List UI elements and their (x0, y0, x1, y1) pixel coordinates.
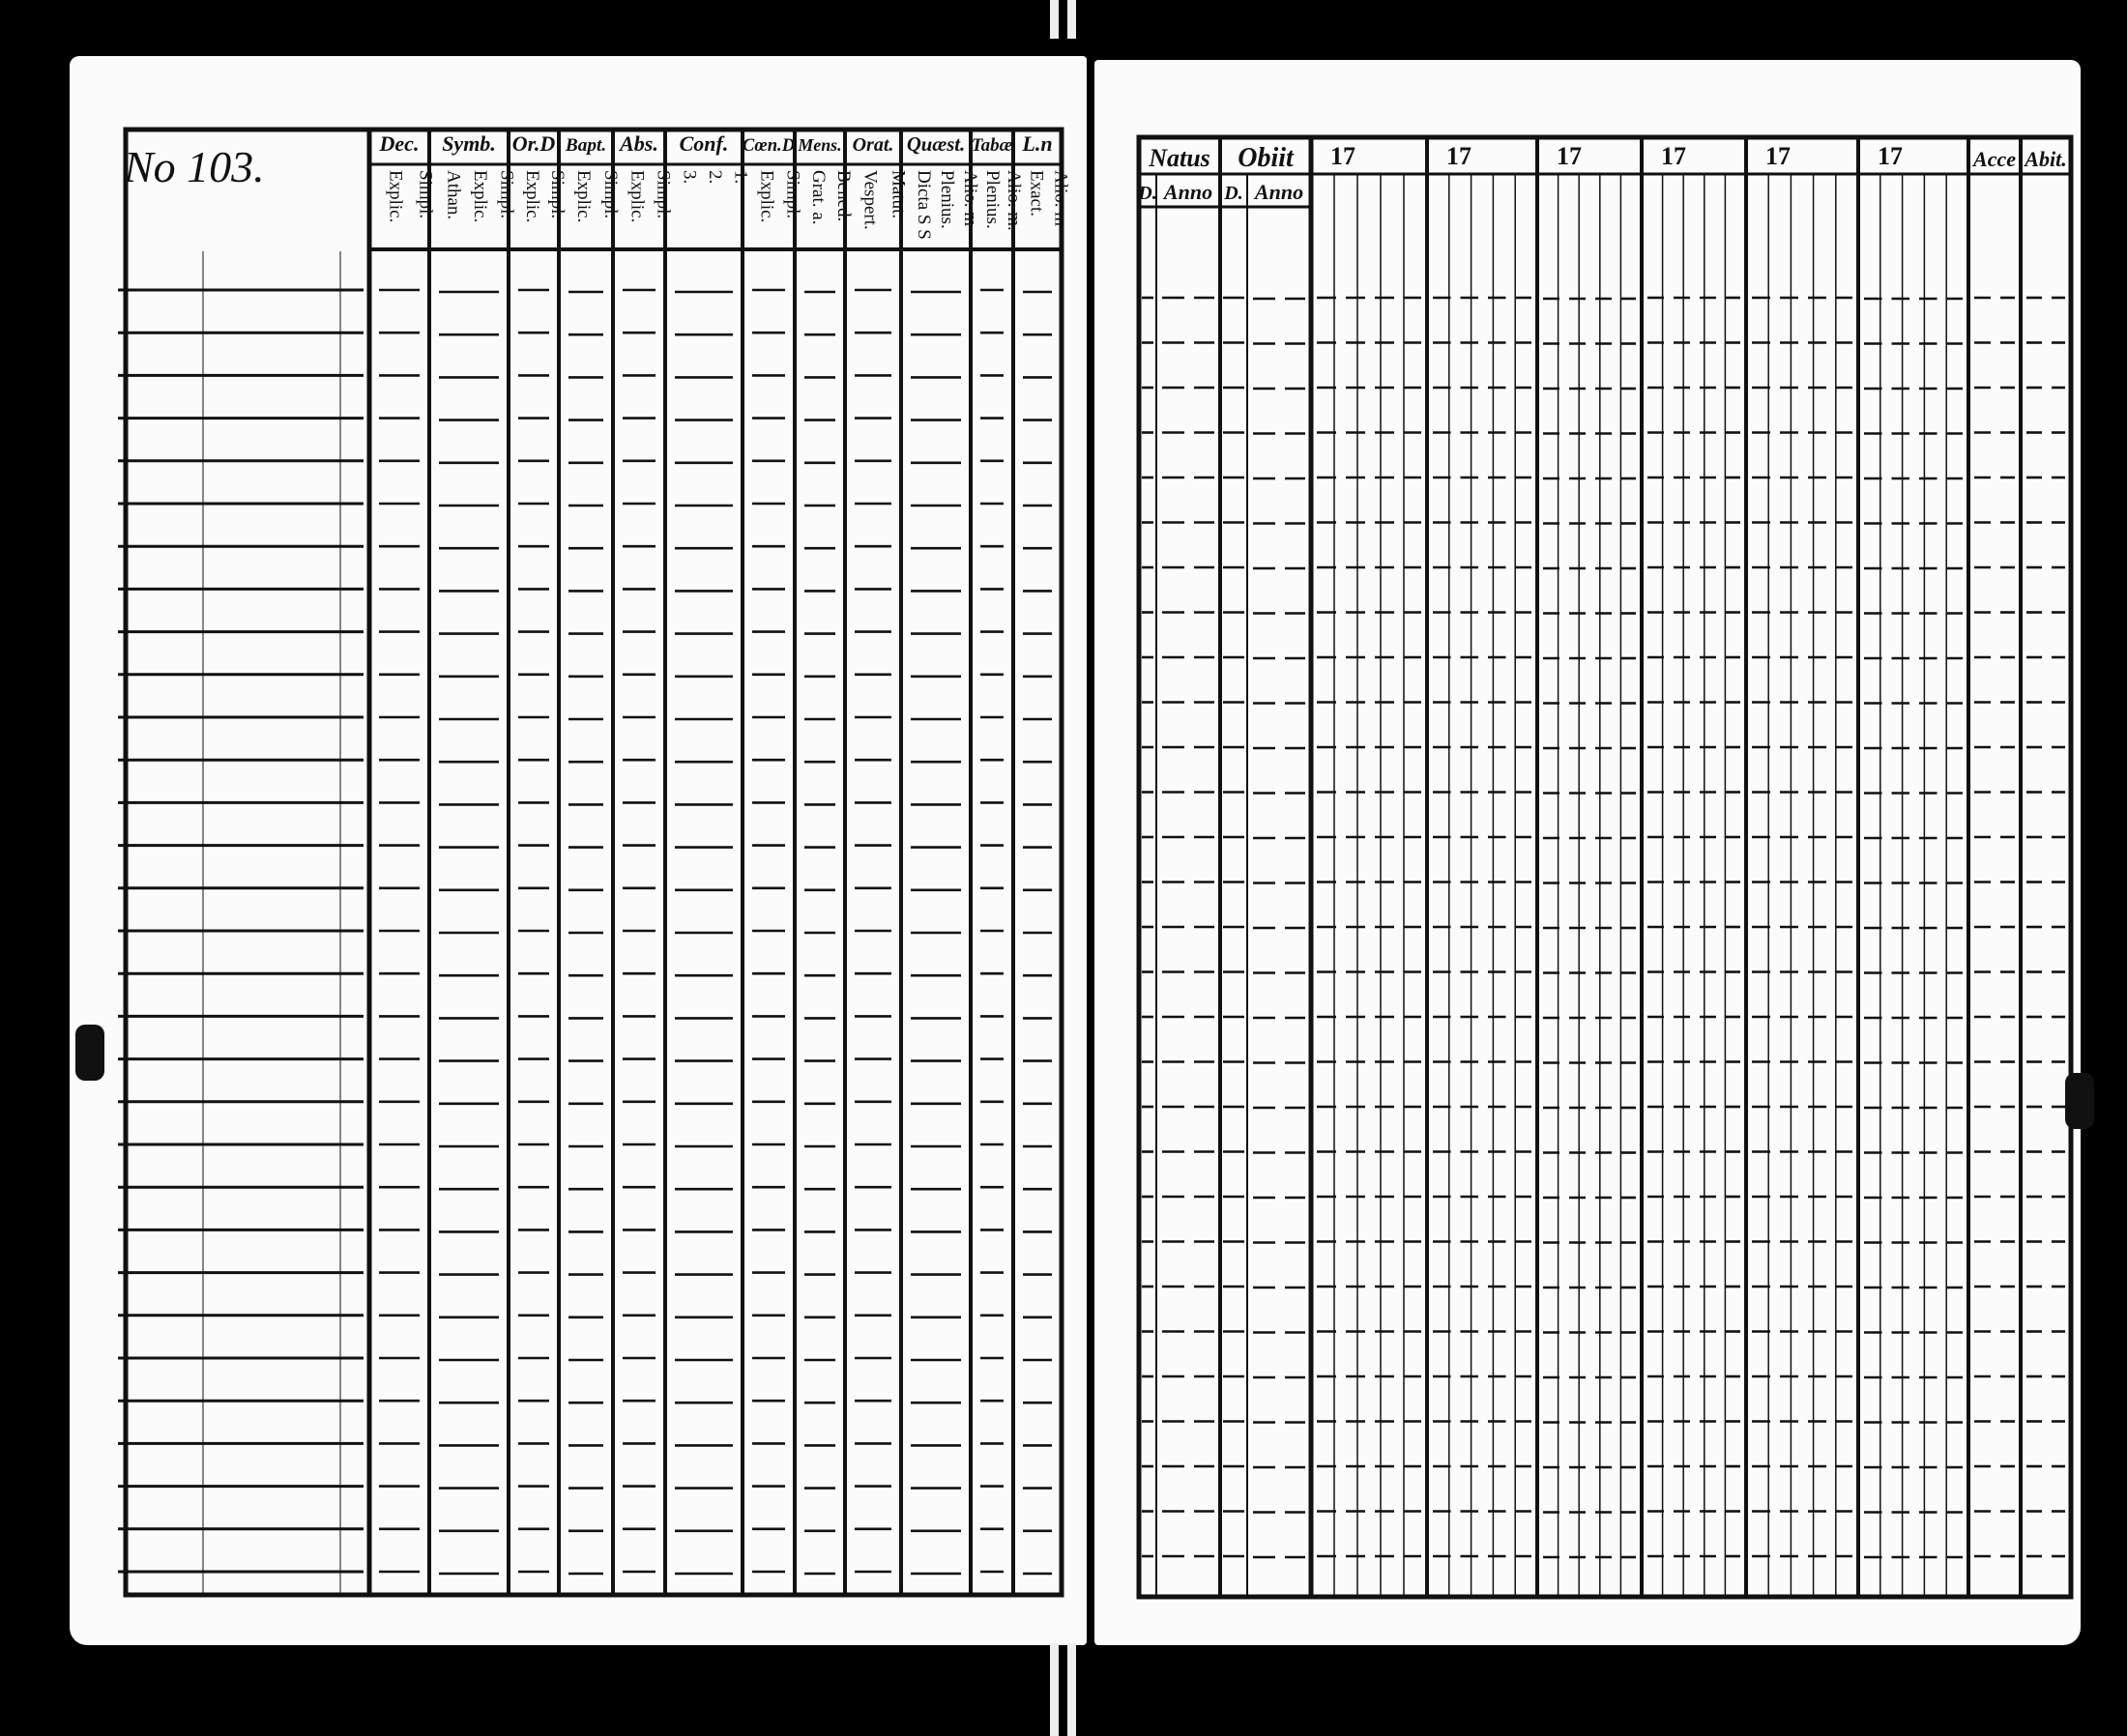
year-column-header: 17 (1330, 142, 1355, 170)
right-register-grid (1139, 137, 2071, 1597)
document-number: No 103. (124, 142, 265, 191)
abiit-header: Abit. (2025, 147, 2067, 171)
left-col-subheader: Alio. m (960, 170, 980, 227)
left-col-subheader: Matut. (888, 170, 909, 219)
left-col-header: Or.D (511, 131, 556, 156)
left-col-subheader: Explic. (470, 170, 490, 223)
left-col-header: Orat. (852, 134, 894, 156)
left-col-subheader: Athan. (443, 170, 464, 220)
year-column-header: 17 (1765, 142, 1791, 170)
natus-year-label: Anno (1163, 180, 1213, 204)
year-column-header: 17 (1878, 142, 1903, 170)
left-col-subheader: Exact. (1026, 170, 1047, 217)
left-col-header: Abs. (620, 131, 658, 156)
left-col-subheader: Alio. m (1050, 170, 1071, 227)
left-col-subheader: Alio. m. (1004, 170, 1024, 231)
left-col-header: Tabæ (971, 135, 1013, 156)
left-col-header: Conf. (679, 131, 729, 156)
year-column-header: 17 (1446, 142, 1471, 170)
natus-header: Natus (1149, 144, 1210, 172)
left-col-subheader: Bened. (833, 170, 854, 222)
left-col-subheader: Dicta S S (914, 170, 934, 240)
left-col-subheader: Simpl. (415, 170, 436, 219)
left-col-subheader: Plenius. (982, 170, 1003, 229)
left-col-subheader: Grat. a. (808, 170, 829, 225)
left-col-subheader: Explic. (573, 170, 594, 223)
left-register-grid (118, 130, 1062, 1595)
left-col-header: Mens. (798, 135, 842, 155)
left-col-header: L.n (1022, 131, 1053, 156)
left-frame (126, 130, 1062, 1595)
obiit-header: Obiit (1238, 143, 1294, 173)
left-col-subheader: Explic. (385, 170, 406, 223)
left-col-header: Dec. (379, 131, 420, 156)
left-col-subheader: 2. (705, 170, 725, 185)
year-column-header: 17 (1661, 142, 1686, 170)
left-column-headers (379, 131, 1071, 240)
year-column-header: 17 (1557, 142, 1582, 170)
left-col-subheader: Plenius. (937, 170, 957, 229)
accessit-header: Acce (1973, 147, 2016, 171)
left-col-subheader: 1. (730, 170, 751, 185)
left-col-subheader: 3. (679, 170, 700, 185)
left-col-subheader: Vespert. (860, 170, 881, 230)
left-col-header: Symb. (442, 131, 496, 156)
left-col-header: Cœn.D (742, 135, 796, 156)
obiit-year-label: Anno (1254, 180, 1304, 204)
left-col-subheader: Simpl. (653, 170, 674, 219)
left-col-subheader: Explic. (626, 170, 648, 223)
left-col-subheader: Explic. (756, 170, 777, 223)
left-col-subheader: Explic. (522, 170, 542, 223)
natus-day-label: D. (1138, 183, 1157, 204)
left-col-subheader: Simpl. (547, 170, 568, 219)
left-col-header: Bapt. (565, 135, 607, 156)
left-col-subheader: Simpl. (782, 170, 803, 219)
left-col-header: Quæst. (906, 134, 966, 156)
left-col-subheader: Simpl. (600, 170, 621, 219)
obiit-day-label: D. (1224, 183, 1243, 204)
left-col-subheader: Simpl. (496, 170, 517, 219)
